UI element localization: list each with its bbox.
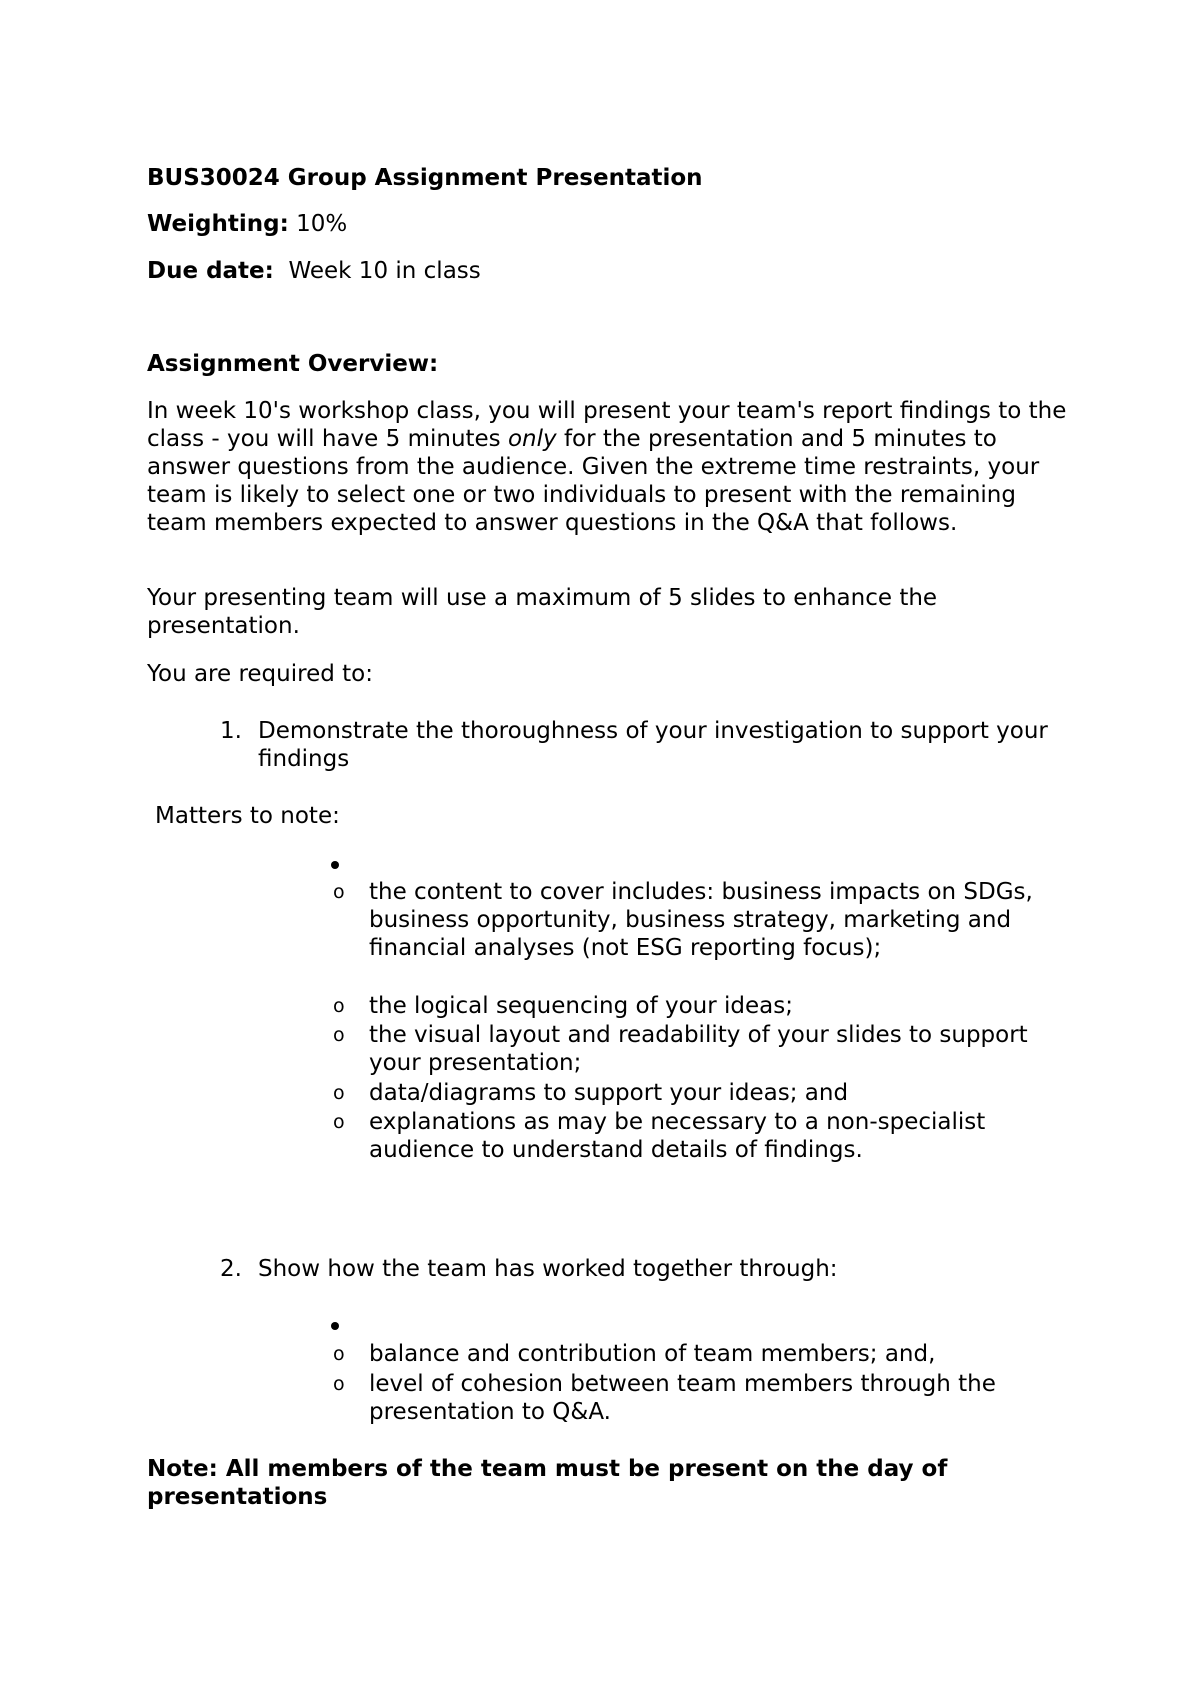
- overview-heading: Assignment Overview:: [147, 351, 439, 377]
- item-1-text: Demonstrate the thoroughness of your investigation to support your findings: [258, 718, 1048, 772]
- item-2-number: 2.: [220, 1256, 242, 1282]
- sub-item: balance and contribution of team members; and,: [369, 1341, 936, 1367]
- overview-para1-part1: In week 10's workshop class, you will present your team's report findings to the class - you will have 5 minutes: [147, 398, 1067, 452]
- item-2-text: Show how the team has worked together through:: [258, 1256, 838, 1282]
- due-date-value: Week 10 in class: [288, 258, 481, 284]
- circle-bullet-icon: o: [333, 995, 345, 1017]
- due-date-label: Due date:: [147, 258, 274, 284]
- weighting-label: Weighting:: [147, 211, 289, 237]
- sub-item: data/diagrams to support your ideas; and: [369, 1080, 849, 1106]
- due-date-line: [147, 257, 481, 285]
- circle-bullet-icon: o: [333, 1024, 345, 1046]
- circle-bullet-icon: o: [333, 881, 345, 903]
- sub-item: explanations as may be necessary to a non-specialist audience to understand details of findings.: [369, 1109, 986, 1163]
- matters-heading: Matters to note:: [155, 803, 340, 829]
- sub-item: the content to cover includes: business impacts on SDGs, business opportunity, business strategy, marketing and financial analyses (not ESG reporting focus);: [369, 879, 1033, 961]
- weighting-value: 10%: [296, 211, 348, 237]
- circle-bullet-icon: o: [333, 1111, 345, 1133]
- circle-bullet-icon: o: [333, 1373, 345, 1395]
- bullet-dot-icon: [331, 1322, 339, 1330]
- required-intro: You are required to:: [147, 661, 373, 687]
- weighting-line: [147, 210, 347, 238]
- sub-item: the logical sequencing of your ideas;: [369, 993, 793, 1019]
- item-1-number: 1.: [220, 718, 242, 744]
- bullet-dot-icon: [331, 861, 339, 869]
- overview-para1-emphasis: only: [507, 426, 557, 452]
- circle-bullet-icon: o: [333, 1343, 345, 1365]
- sub-item: the visual layout and readability of your slides to support your presentation;: [369, 1022, 1028, 1076]
- overview-paragraph-1: [147, 397, 1067, 537]
- overview-paragraph-2: Your presenting team will use a maximum of 5 slides to enhance the presentation.: [147, 585, 938, 639]
- overview-para1-part2: for the presentation and 5 minutes to answer questions from the audience. Given the extreme time restraints, your team is likely to select one or two individuals to present with the remaining team members expected to answer questions in the Q&A that follows.: [147, 426, 1040, 536]
- sub-item: level of cohesion between team members through the presentation to Q&A.: [369, 1371, 996, 1425]
- final-note: Note: All members of the team must be present on the day of presentations: [147, 1456, 948, 1510]
- circle-bullet-icon: o: [333, 1082, 345, 1104]
- document-title: BUS30024 Group Assignment Presentation: [147, 165, 703, 191]
